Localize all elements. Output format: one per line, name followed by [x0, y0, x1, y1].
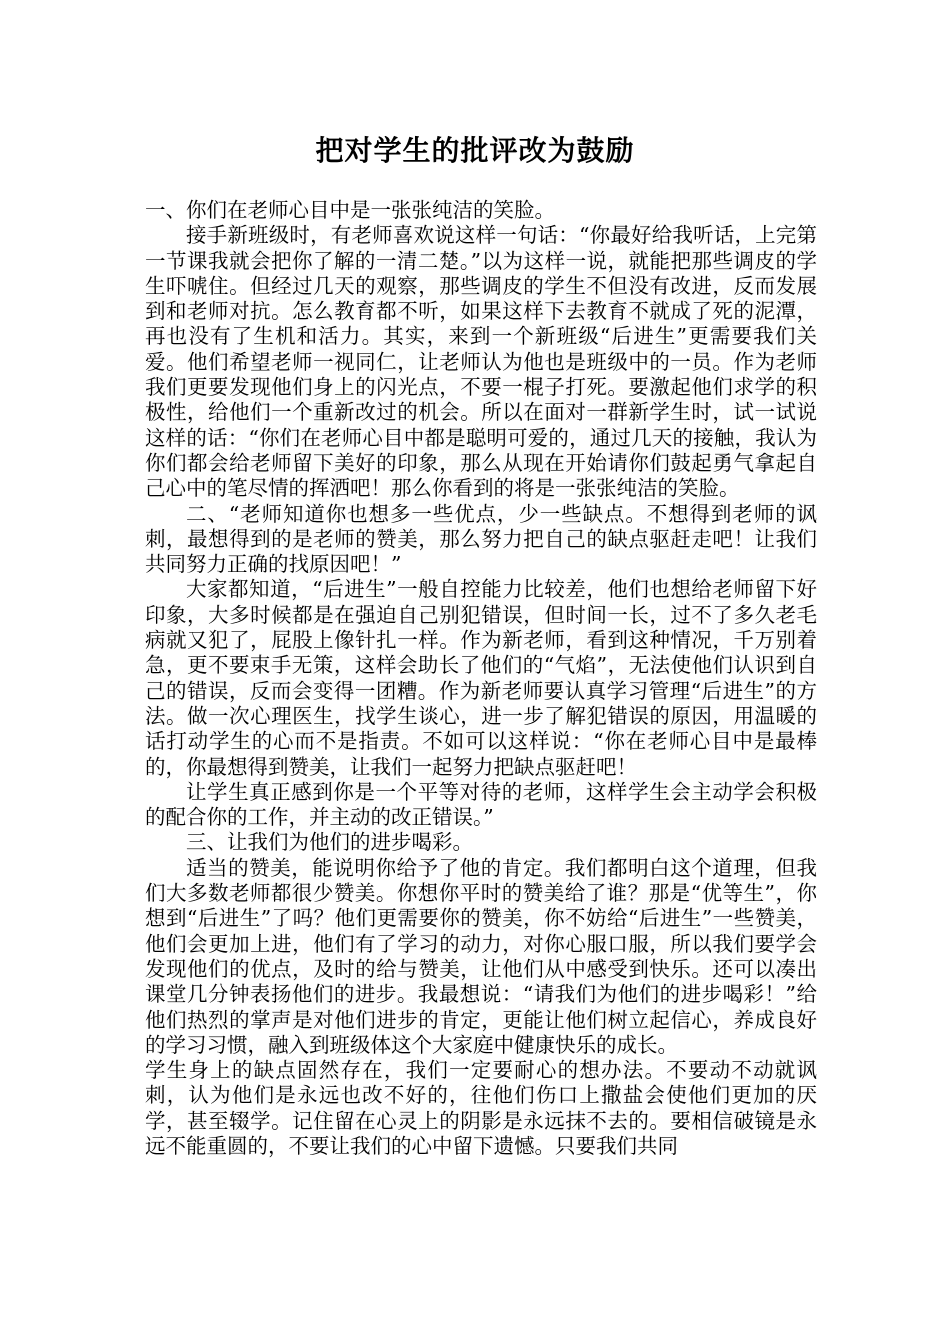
body-paragraph: 让学生真正感到你是一个平等对待的老师，这样学生会主动学会积极的配合你的工作，并主动的改正错误。” — [145, 779, 817, 830]
section-heading-1: 一、你们在老师心目中是一张张纯洁的笑脸。 — [145, 198, 555, 222]
body-paragraph: 大家都知道，“后进生”一般自控能力比较差，他们也想给老师留下好印象，大多时候都是在强迫自己别犯错误，但时间一长，过不了多久老毛病就又犯了，屁股上像针扎一样。作为新老师，看到这种情况，千万别着急，更不要束手无策，这样会助长了他们的“气焰”，无法使他们认识到自己的错误，反而会变得一团糟。作为新老师要认真学习管理“后进生”的方法。做一次心理医生，找学生谈心，进一步了解犯错误的原因，用温暖的话打动学生的心而不是指责。不如可以这样说：“你在老师心目中是最棒的，你最想得到赞美，让我们一起努力把缺点驱赶吧！ — [145, 577, 817, 779]
body-paragraph: 接手新班级时，有老师喜欢说这样一句话：“你最好给我听话，上完第一节课我就会把你了解的一清二楚。”以为这样一说，就能把那些调皮的学生吓唬住。但经过几天的观察，那些调皮的学生不但没有改进，反而发展到和老师对抗。怎么教育都不听，如果这样下去教育不就成了死的泥潭，再也没有了生机和活力。其实，来到一个新班级“后进生”更需要我们关爱。他们希望老师一视同仁，让老师认为他也是班级中的一员。作为老师我们更要发现他们身上的闪光点，不要一棍子打死。要激起他们求学的积极性，给他们一个重新改过的机会。所以在面对一群新学生时，试一试说这样的话：“你们在老师心目中都是聪明可爱的，通过几天的接触，我认为你们都会给老师留下美好的印象，那么从现在开始请你们鼓起勇气拿起自己心中的笔尽情的挥洒吧！那么你看到的将是一张张纯洁的笑脸。 — [145, 223, 817, 501]
body-paragraph: 学生身上的缺点固然存在，我们一定要耐心的想办法。不要动不动就讽刺，认为他们是永远也改不好的，往他们伤口上撒盐会使他们更加的厌学，甚至辍学。记住留在心灵上的阴影是永远抹不去的。要相信破镜是永远不能重圆的，不要让我们的心中留下遗憾。只要我们共同 — [145, 1058, 817, 1158]
section-heading-2: 二、“老师知道你也想多一些优点，少一些缺点。不想得到老师的讽刺，最想得到的是老师的赞美，那么努力把自己的缺点驱赶走吧！让我们共同努力正确的找原因吧！” — [145, 501, 817, 577]
document-body — [145, 198, 817, 1159]
document-title: 把对学生的批评改为鼓励 — [315, 134, 635, 167]
body-paragraph: 适当的赞美，能说明你给予了他的肯定。我们都明白这个道理，但我们大多数老师都很少赞美。你想你平时的赞美给了谁？那是“优等生”，你想到“后进生”了吗？他们更需要你的赞美，你不妨给“后进生”一些赞美，他们会更加上进，他们有了学习的动力，对你心服口服，所以我们要学会发现他们的优点，及时的给与赞美，让他们从中感受到快乐。还可以凑出课堂几分钟表扬他们的进步。我最想说：“请我们为他们的进步喝彩！”给他们热烈的掌声是对他们进步的肯定，更能让他们树立起信心，养成良好的学习习惯，融入到班级体这个大家庭中健康快乐的成长。 — [145, 855, 817, 1057]
section-heading-3: 三、让我们为他们的进步喝彩。 — [186, 830, 473, 855]
